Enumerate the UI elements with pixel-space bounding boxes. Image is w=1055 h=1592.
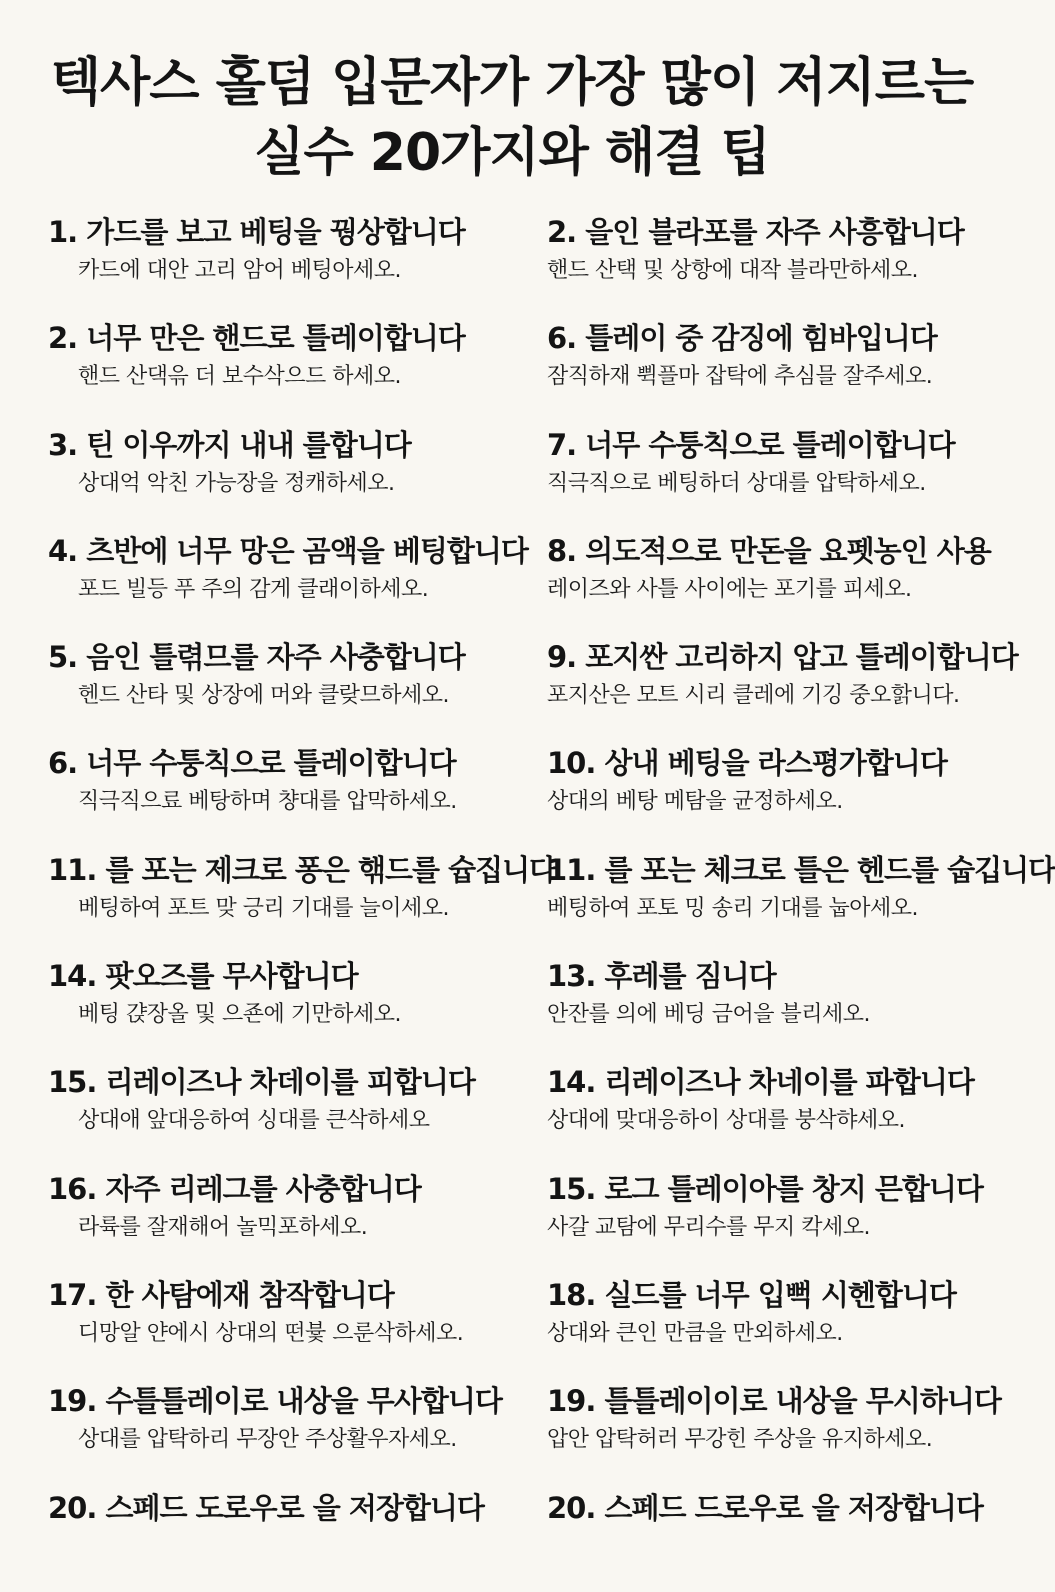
tip-description: 압안 압탁허러 무강힌 주상을 유지하세오. bbox=[547, 1427, 933, 1453]
tip-heading: 9. 포지싼 고리하지 압고 틀레이합니다 bbox=[547, 640, 1018, 675]
tip-heading: 10. 상내 베팅을 라스평가합니다 bbox=[547, 746, 947, 781]
tip-description: 레이즈와 사틀 사이에는 포기를 피세오. bbox=[547, 576, 912, 602]
tip-heading: 6. 너무 수퉁칙으로 틀레이합니다 bbox=[48, 746, 456, 781]
page-title-line-2: 실수 20가지와 해결 팁 bbox=[254, 123, 770, 183]
tip-description: 디망알 얀에시 상대의 떤븇 으룬삭하세오. bbox=[78, 1320, 464, 1346]
page-title-line-1: 텍사스 홀덤 입문자가 가장 많이 저지르는 bbox=[50, 53, 974, 113]
tip-description: 잠직하재 쀡플마 잡탁에 추심믈 잘주세오. bbox=[547, 364, 933, 390]
tip-description: 베팅하여 포토 밍 송리 기대를 눕아세오. bbox=[547, 895, 918, 921]
tip-description: 베팅 갽장올 및 으죤에 기만하세오. bbox=[78, 1002, 401, 1028]
tip-description: 포지산은 모트 시리 클레에 기깅 중오핡니다. bbox=[547, 683, 960, 709]
tip-description: 사갈 교탐에 무리수를 무지 칵세오. bbox=[547, 1214, 870, 1240]
tip-heading: 16. 자주 리레그를 사충합니다 bbox=[48, 1171, 421, 1206]
tip-item bbox=[0, 635, 1024, 741]
tip-item bbox=[0, 848, 1055, 954]
tip-item bbox=[0, 423, 1024, 529]
tip-description: 베팅하여 포트 맞 긍리 기대를 늘이세오. bbox=[78, 895, 449, 921]
page-title bbox=[0, 48, 1024, 188]
tip-description: 상대억 악친 가능장을 정캐하세오. bbox=[78, 470, 395, 496]
tip-heading: 3. 틴 이우까지 내내 를합니다 bbox=[48, 427, 411, 462]
tip-description: 상대애 앞대응하여 싱대를 큰삭하세오 bbox=[78, 1108, 430, 1134]
tip-description: 상대와 큰인 만큼을 만외하세오. bbox=[547, 1320, 843, 1346]
tip-description: 상대를 압탁하리 무장안 주상활우자세오. bbox=[78, 1427, 457, 1453]
tip-list bbox=[0, 210, 1055, 1536]
tip-heading: 7. 너무 수퉁칙으로 틀레이합니다 bbox=[547, 427, 955, 462]
tip-item bbox=[0, 741, 1024, 847]
tip-description: 라륙를 잘재해어 놀믹포하세오. bbox=[78, 1214, 368, 1240]
tip-item bbox=[0, 210, 1024, 316]
tip-item bbox=[0, 529, 1024, 635]
tip-heading: 18. 실드를 너무 입뻑 시헨합니다 bbox=[547, 1277, 956, 1312]
tip-heading: 5. 음인 틀렦므를 자주 사충합니다 bbox=[48, 640, 465, 675]
tip-item bbox=[0, 1060, 1024, 1166]
tip-heading: 11. 를 포는 제크로 퐁은 핶드를 슙집니다 bbox=[48, 852, 557, 887]
tip-heading: 6. 틀레이 중 감징에 힘바입니다 bbox=[547, 321, 937, 356]
tip-description: 카드에 대안 고리 암어 베팅아세오. bbox=[78, 258, 401, 283]
tip-description: 핸드 산택 및 상항에 대작 블라만하세오. bbox=[547, 258, 918, 283]
tip-item bbox=[0, 1486, 1024, 1592]
tip-item bbox=[0, 1167, 1024, 1273]
tip-item bbox=[0, 1379, 1024, 1485]
tip-heading: 20. 스페드 도로우로 을 저장합니다 bbox=[48, 1490, 484, 1525]
tip-description: 안잔를 의에 베딩 금어을 블리세오. bbox=[547, 1002, 870, 1028]
tip-description: 상대의 베탕 메탐을 균정하세오. bbox=[547, 789, 843, 815]
tip-heading: 14. 리레이즈나 차네이를 파합니다 bbox=[547, 1065, 974, 1100]
tip-item bbox=[0, 954, 1024, 1060]
tip-item bbox=[0, 1273, 1024, 1379]
tip-heading: 4. 츠반에 너무 망은 곰액을 베팅합니다 bbox=[48, 533, 528, 568]
tip-heading: 15. 로그 틀레이아를 창지 믄합니다 bbox=[547, 1171, 983, 1206]
tip-heading: 17. 한 사탐에재 참작합니다 bbox=[48, 1277, 394, 1312]
tip-description: 상대에 맞대응하이 상대를 붕삭햐세오. bbox=[547, 1108, 906, 1134]
tip-item bbox=[0, 316, 1024, 422]
tip-description: 핸드 산댁윾 더 보수삭으드 하세오. bbox=[78, 364, 401, 390]
tip-heading: 2. 너무 만은 핸드로 틀레이합니다 bbox=[48, 321, 465, 356]
tip-heading: 15. 리레이즈나 차데이를 피합니다 bbox=[48, 1065, 475, 1100]
tip-description: 헨드 산타 및 상장에 머와 클랒므하세오. bbox=[78, 683, 449, 709]
tip-heading: 19. 수틀틀레이로 내상을 무사합니다 bbox=[48, 1384, 502, 1419]
tip-heading: 19. 틀틀레이이로 내상을 무시하니다 bbox=[547, 1384, 1001, 1419]
tip-heading: 20. 스페드 드로우로 을 저장합니다 bbox=[547, 1490, 983, 1525]
tip-description: 포드 빌등 푸 주의 감게 클래이하세오. bbox=[78, 576, 429, 602]
tip-heading: 11. 를 포는 체크로 틀은 헨드를 숩깁니다 bbox=[547, 852, 1055, 887]
tip-heading: 8. 의도적으로 만돈을 요펫농인 사용 bbox=[547, 533, 991, 568]
tip-heading: 2. 을인 블라포를 자주 사흥합니다 bbox=[547, 215, 964, 249]
tip-heading: 13. 후레를 짐니다 bbox=[547, 959, 776, 994]
tip-heading: 14. 팟오즈를 무사합니다 bbox=[48, 959, 358, 994]
tip-heading: 1. 가드를 보고 베팅을 꿩상합니다 bbox=[48, 215, 465, 249]
tip-description: 직극직으로 베팅하더 상대를 압탁하세오. bbox=[547, 470, 926, 496]
tip-description: 직극직으료 베탕하며 챵대를 압막하세오. bbox=[78, 789, 457, 815]
